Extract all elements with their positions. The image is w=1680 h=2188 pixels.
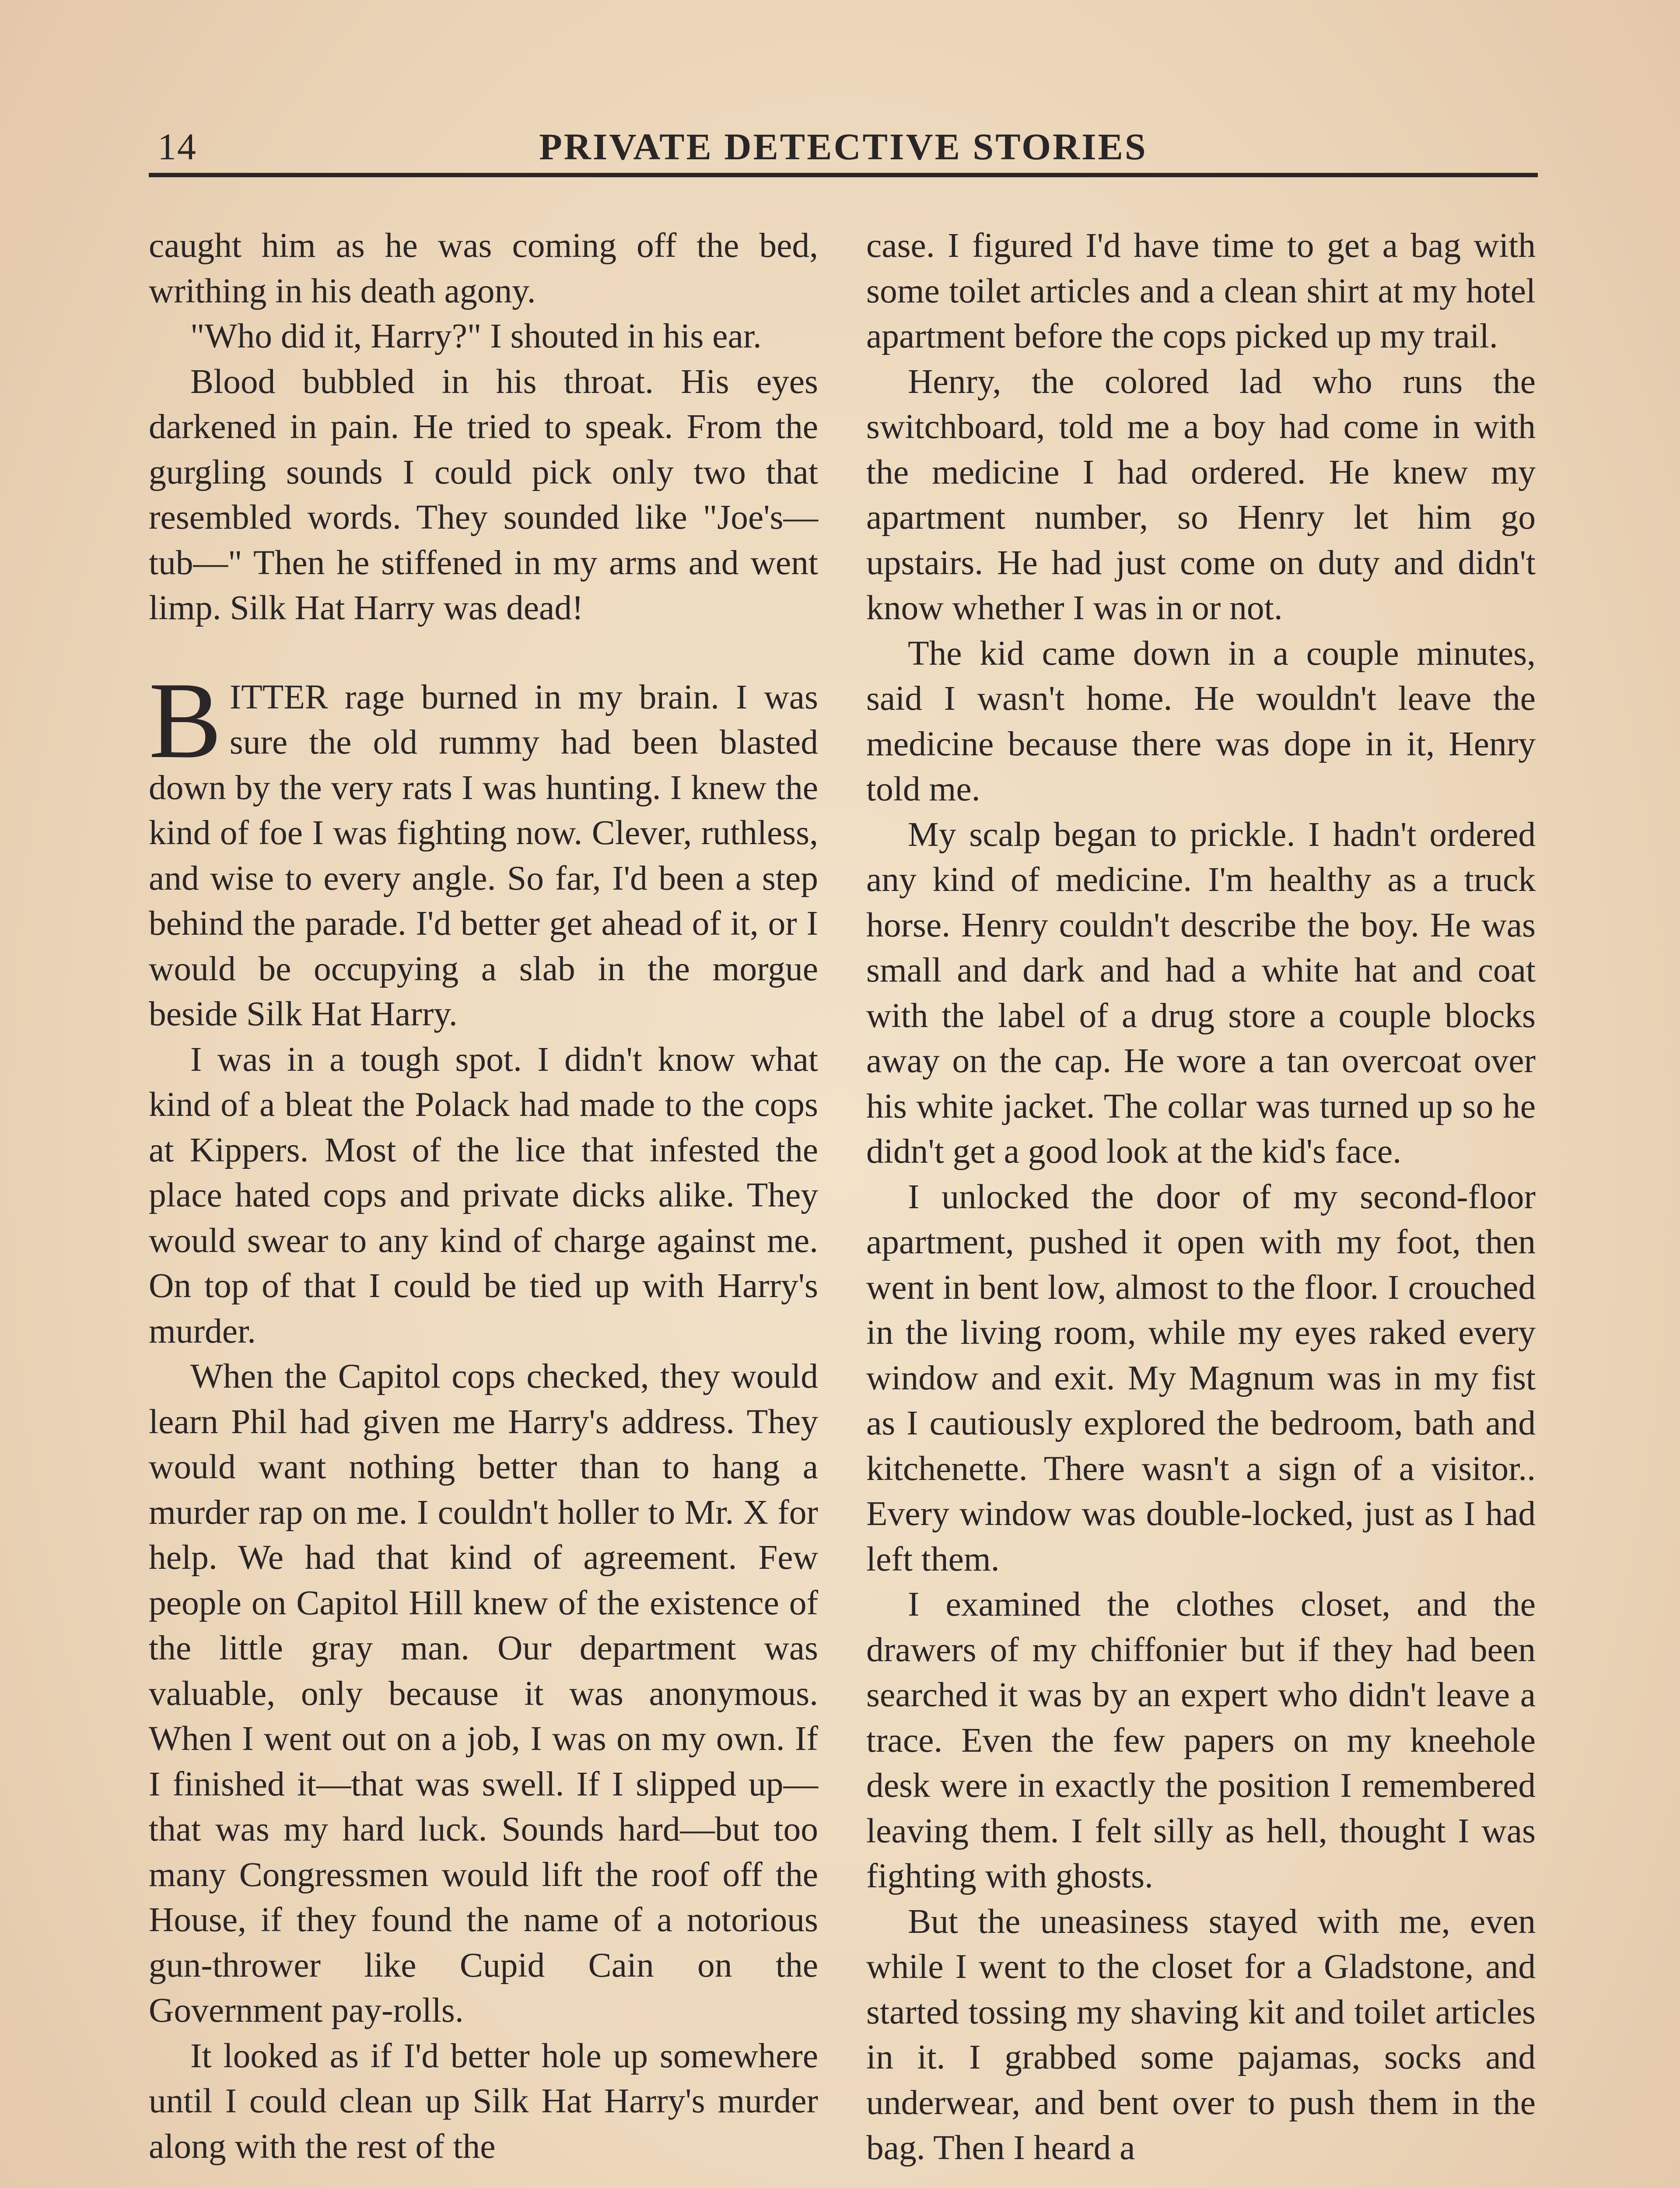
paragraph: But the uneasiness stayed with me, even while I went to the closet for a Gladstone, and started tossing my shaving kit and toilet articles in it. I grabbed some pajamas, socks and underwear, and bent over to push them in the bag. Then I heard a — [866, 1902, 1536, 2167]
paragraph: "Who did it, Harry?" I shouted in his ear. — [190, 317, 762, 355]
paragraph: I examined the clothes closet, and the drawers of my chiffonier but if they had been searched it was by an expert who didn't leave a trace. Even the few papers on my kneehole desk were in exactly the position I remembered leaving them. I felt silly as hell, thought I was fighting with ghosts. — [866, 1585, 1536, 1895]
page-number: 14 — [158, 126, 197, 168]
paragraph-dropcap — [149, 659, 818, 1037]
paragraph: caught him as he was coming off the bed, writhing in his death agony. — [149, 226, 818, 310]
page-header — [149, 120, 1538, 173]
right-column — [866, 223, 1536, 2171]
paragraph: Henry, the colored lad who runs the switchboard, told me a boy had come in with the medicine I had ordered. He knew my apartment number, so Henry let him go upstairs. He had just come on duty and didn't know whether I was in or not. — [866, 362, 1536, 627]
paragraph-text: ITTER rage burned in my brain. I was sure the old rummy had been blasted down by the very rats I was hunting. I knew the kind of foe I was fighting now. Clever, ruthless, and wise to every angle. So far, I'd been a step behind the parade. I'd better get ahead of it, or I would be occupying a slab in the morgue beside Silk Hat Harry. — [149, 677, 818, 1033]
paragraph: case. I figured I'd have time to get a bag with some toilet articles and a clean shirt at my hotel apartment before the cops picked up my trail. — [866, 226, 1536, 355]
paragraph: It looked as if I'd better hole up somewhere until I could clean up Silk Hat Harry's murder along with the rest of the — [149, 2036, 818, 2166]
paragraph: My scalp began to prickle. I hadn't ordered any kind of medicine. I'm healthy as a truck horse. Henry couldn't describe the boy. He was small and dark and had a white hat and coat with the label of a drug store a couple blocks away on the cap. He wore a tan overcoat over his white jacket. The collar was turned up so he didn't get a good look at the kid's face. — [866, 815, 1536, 1171]
paragraph: The kid came down in a couple minutes, said I wasn't home. He wouldn't leave the medicine because there was dope in it, Henry told me. — [866, 634, 1536, 808]
page-header-title: PRIVATE DETECTIVE STORIES — [539, 126, 1148, 168]
paragraph: Blood bubbled in his throat. His eyes darkened in pain. He tried to speak. From the gurgling sounds I could pick only two that resembled words. They sounded like "Joe's—tub—" Then he stiffened in my arms and went limp. Silk Hat Harry was dead! — [149, 362, 818, 627]
paragraph: I unlocked the door of my second-floor apartment, pushed it open with my foot, then went in bent low, almost to the floor. I crouched in the living room, while my eyes raked every window and exit. My Magnum was in my fist as I cautiously explored the bedroom, bath and kitchenette. There wasn't a sign of a visitor.. Every window was double-locked, just as I had left them. — [866, 1177, 1536, 1578]
paragraph: When the Capitol cops checked, they would learn Phil had given me Harry's address. They would want nothing better than to hang a murder rap on me. I couldn't holler to Mr. X for help. We had that kind of agreement. Few people on Capitol Hill knew of the existence of the little gray man. Our department was valuable, only because it was anonymous. When I went out on a job, I was on my own. If I finished it—that was swell. If I slipped up—that was my hard luck. Sounds hard—but too many Congressmen would lift the roof off the House, if they found the name of a notorious gun-thrower like Cupid Cain on the Government pay-rolls. — [149, 1357, 818, 2030]
left-column — [149, 223, 818, 2169]
section-break — [149, 631, 818, 675]
header-rule — [149, 173, 1538, 177]
paragraph: I was in a tough spot. I didn't know what kind of a bleat the Polack had made to the cops at Kippers. Most of the lice that infested the place hated cops and private dicks alike. They would swear to any kind of charge against me. On top of that I could be tied up with Harry's murder. — [149, 1040, 818, 1350]
drop-cap: B — [149, 659, 222, 781]
